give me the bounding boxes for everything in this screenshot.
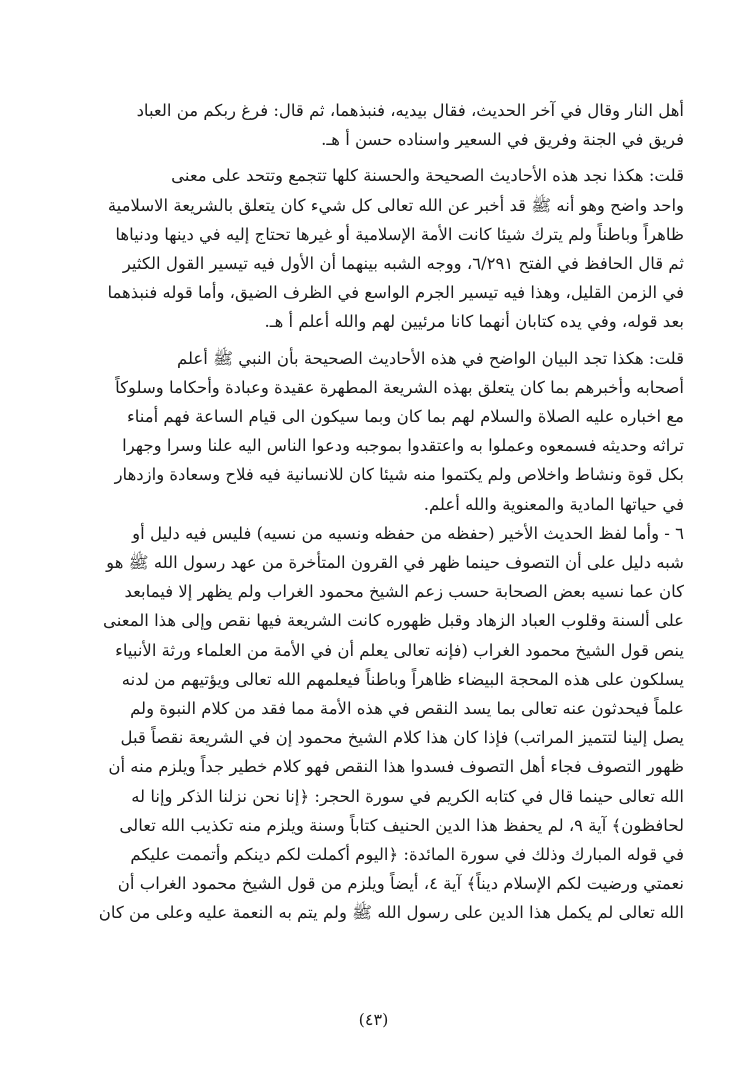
text-line: قلت: هكذا نجد هذه الأحاديث الصحيحة والحسنة كلها تتجمع وتتحد على معنى — [171, 166, 684, 186]
text-line: في حياتها المادية والمعنوية والله أعلم. — [423, 494, 684, 514]
text-line: كان عما نسيه بعض الصحابة حسب زعم الشيخ محمود الغراب ولم يظهر إلا فيمابعد — [124, 582, 684, 602]
text-line: في الزمن القليل، وهذا فيه تيسير الجرم الواسع في الظرف الضيق، وأما قوله فنبذهما — [107, 283, 684, 303]
text-line: على ألسنة وقلوب العباد الزهاد وقبل ظهوره كانت الشريعة فيها نقص وإلى هذا المعنى — [103, 611, 684, 631]
text-line: علماً فيحدثون عنه تعالى بما يسد النقص في هذه الأمة مما فقد من كلام النبوة ولم — [130, 699, 684, 719]
text-line: قلت: هكذا تجد البيان الواضح في هذه الأحاديث الصحيحة بأن النبي ﷺ أعلم — [176, 348, 684, 368]
text-line: ظهور التصوف فجاء أهل التصوف فسدوا هذا النقص فهو كلام خطير جداً ويلزم منه أن — [108, 757, 684, 777]
text-line: ٦ - وأما لفظ الحديث الأخير (حفظه من حفظه ونسيه من نسيه) فليس فيه دليل أو — [132, 523, 684, 543]
text-line: فريق في الجنة وفريق في السعير واسناده حسن أ هـ. — [321, 130, 684, 150]
text-line: تراثه وحديثه فسمعوه وعملوا به واعتقدوا بموجبه ودعوا الناس اليه علنا وسرا وجهرا — [122, 436, 684, 456]
page-number: (٤٣) — [358, 1010, 389, 1029]
text-line: في قوله المبارك وذلك في سورة المائدة: ﴿اليوم أكملت لكم دينكم وأتممت عليكم — [130, 845, 684, 865]
text-line: بكل قوة ونشاط واخلاص ولم يكتموا منه شيئا كان للانسانية فيه فلاح وسعادة وازدهار — [114, 465, 684, 485]
text-line: ينص قول الشيخ محمود الغراب (فإنه تعالى يعلم أن في الأمة من العلماء ورثة الأنبياء — [115, 640, 684, 660]
text-line: نعمتي ورضيت لكم الإسلام ديناً﴾ آية ٤، أيضاً ويلزم من قول الشيخ محمود الغراب أن — [117, 874, 684, 894]
text-line: الله تعالى لم يكمل هذا الدين على رسول الله ﷺ ولم يتم به النعمة عليه وعلى من كان — [98, 903, 684, 923]
text-line: الله تعالى حينما قال في كتابه الكريم في سورة الحجر: ﴿إنا نحن نزلنا الذكر وإنا له — [131, 786, 684, 806]
body-text — [64, 96, 684, 928]
text-line: لحافظون﴾ آية ٩، لم يحفظ هذا الدين الحنيف كتاباً وسنة ويلزم منه تكذيب الله تعالى — [119, 815, 684, 835]
text-line: ثم قال الحافظ في الفتح ٦/٢٩١، ووجه الشبه بينهما أن الأول فيه تيسير القول الكثير — [122, 254, 684, 274]
text-line: أهل النار وقال في آخر الحديث، فقال بيديه، فنبذهما، ثم قال: فرغ ربكم من العباد — [136, 101, 684, 120]
text-line: يصل إلينا لتتميز المراتب) فإذا كان هذا كلام الشيخ محمود إن في الشريعة نقصاً قبل — [120, 728, 684, 748]
text-line: مع اخباره عليه الصلاة والسلام لهم بما كان وبما سيكون الى قيام الساعة فهم أمناء — [127, 407, 684, 427]
text-line: بعد قوله، وفي يده كتابان أنهما كانا مرئيين لهم والله أعلم أ هـ. — [264, 312, 684, 332]
text-line: أصحابه وأخبرهم بما كان يتعلق بهذه الشريعة المطهرة عقيدة وعبادة وأحكاما وسلوكاً — [115, 377, 684, 397]
text-line: واحد واضح وهو أنه ﷺ قد أخبر عن الله تعالى كل شيء كان يتعلق بالشريعة الاسلامية — [107, 195, 684, 215]
text-line: يسلكون على هذه المحجة البيضاء ظاهراً وباطناً فيعلمهم الله تعالى ويؤتيهم من لدنه — [121, 669, 684, 689]
text-line: شبه دليل على أن التصوف حينما ظهر في القرون المتأخرة من عهد رسول الله ﷺ هو — [106, 553, 684, 573]
text-line: ظاهراً وباطناً ولم يترك شيئا كانت الأمة الإسلامية أو غيرها تحتاج إليه في دينها ودنياها — [115, 224, 684, 244]
